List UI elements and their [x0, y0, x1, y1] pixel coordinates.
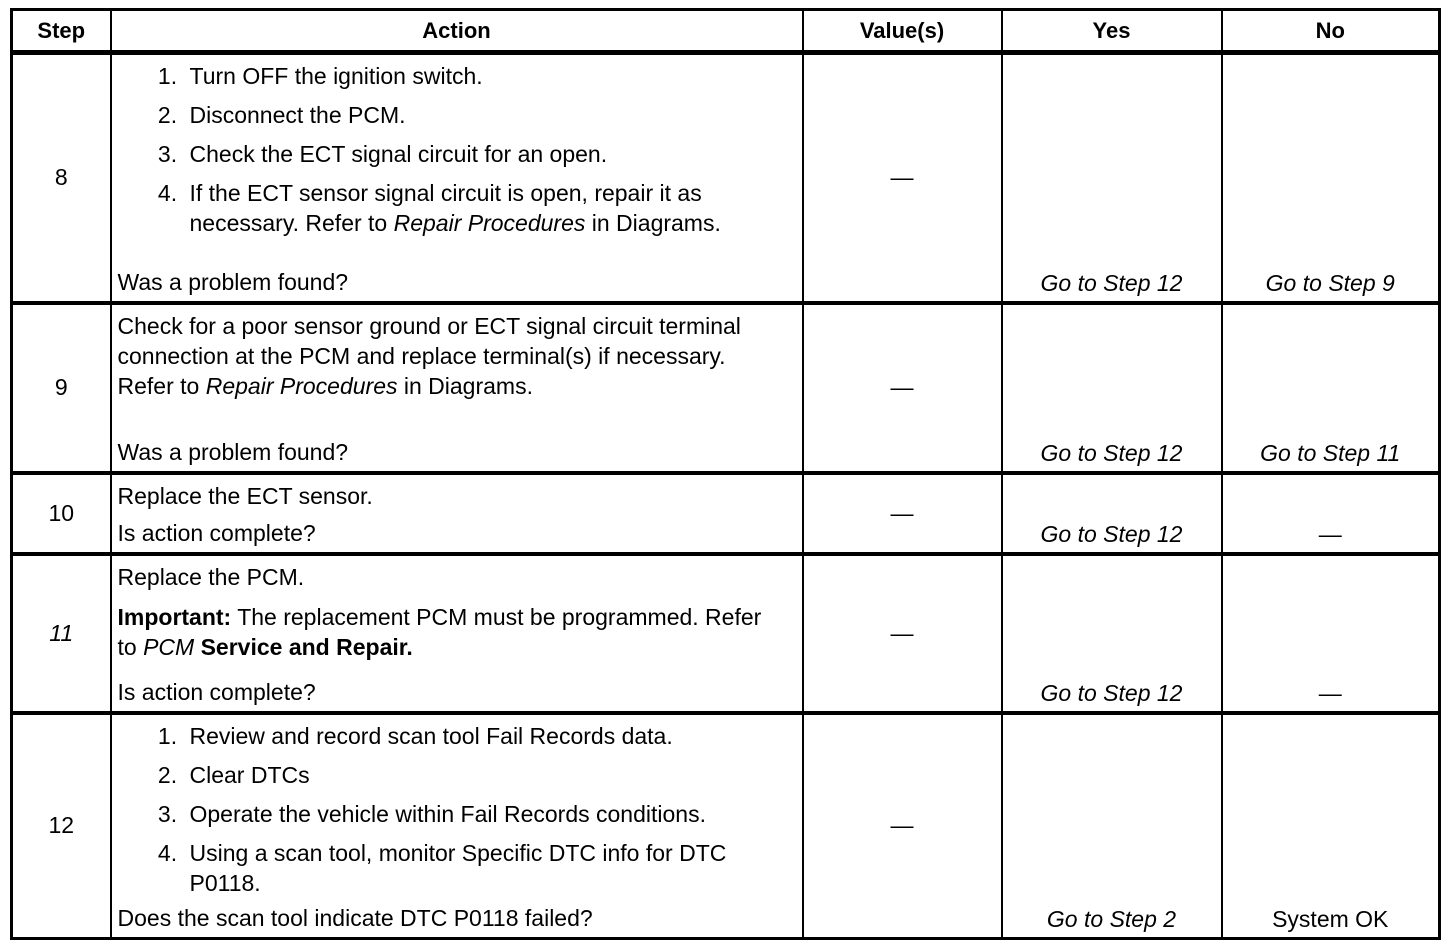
step-number: 8: [12, 53, 111, 303]
step-number: 11: [12, 554, 111, 713]
header-values: Value(s): [803, 10, 1002, 53]
no-cell: Go to Step 9: [1222, 53, 1440, 303]
table-row-step-9: [12, 303, 1440, 473]
yes-cell: Go to Step 12: [1002, 473, 1222, 554]
no-cell: Go to Step 11: [1222, 303, 1440, 473]
yes-cell: Go to Step 12: [1002, 554, 1222, 713]
value-cell: —: [803, 53, 1002, 303]
question-text: Was a problem found?: [117, 438, 349, 465]
reference-tail: in Diagrams.: [591, 210, 721, 236]
action-step: 3. Check the ECT signal circuit for an open.: [184, 139, 784, 169]
reference-link-text: Repair Procedures: [393, 210, 586, 236]
action-paragraph: [118, 311, 784, 401]
header-action: Action: [111, 10, 803, 53]
no-cell: System OK: [1222, 713, 1440, 939]
important-label: Important:: [117, 603, 232, 630]
action-text: Replace the PCM.: [117, 563, 305, 590]
header-row: [12, 10, 1440, 53]
action-cell: [111, 554, 803, 713]
no-cell: —: [1222, 473, 1440, 554]
action-cell: [111, 53, 803, 303]
action-step: 2. Clear DTCs: [184, 760, 784, 790]
action-cell: [111, 473, 803, 554]
table-row-step-12: [12, 713, 1440, 939]
header-step: Step: [12, 10, 111, 53]
value-cell: —: [803, 554, 1002, 713]
action-step: 2. Disconnect the PCM.: [184, 100, 784, 130]
action-cell: [111, 713, 803, 939]
question-text: Does the scan tool indicate DTC P0118 failed?: [117, 905, 593, 931]
question-text: Is action complete?: [117, 678, 316, 705]
header-no: No: [1222, 10, 1440, 53]
important-note: [118, 602, 784, 662]
value-cell: —: [803, 713, 1002, 939]
step-number: 9: [12, 303, 111, 473]
table-row-step-8: [12, 53, 1440, 303]
reference-link-text: PCM: [143, 633, 195, 660]
table-row-step-10: [12, 473, 1440, 554]
question-text: Is action complete?: [117, 519, 316, 546]
reference-tail: in Diagrams.: [403, 372, 533, 399]
value-cell: —: [803, 303, 1002, 473]
yes-cell: Go to Step 12: [1002, 53, 1222, 303]
action-text: Check for a poor sensor ground or ECT signal circuit terminal connection at the PCM and replace terminal(s) if necessary. Refer to: [117, 312, 741, 399]
yes-cell: Go to Step 2: [1002, 713, 1222, 939]
step-number: 10: [12, 473, 111, 554]
value-cell: —: [803, 473, 1002, 554]
table-row-step-11: [12, 554, 1440, 713]
action-steps: [118, 721, 784, 898]
action-step: 1. Turn OFF the ignition switch.: [184, 61, 784, 91]
header-yes: Yes: [1002, 10, 1222, 53]
diagnostic-table-page: [10, 8, 1438, 940]
action-steps: [118, 61, 784, 238]
action-text: Replace the ECT sensor.: [117, 482, 373, 509]
step-number: 12: [12, 713, 111, 939]
action-step-text: If the ECT sensor signal circuit is open, repair it as necessary. Refer to: [189, 180, 702, 236]
important-text: The replacement PCM must be programmed. Refer to: [117, 603, 762, 660]
no-cell: —: [1222, 554, 1440, 713]
action-step: 3. Operate the vehicle within Fail Records conditions.: [184, 799, 784, 829]
action-step: [184, 178, 784, 238]
question-text: Was a problem found?: [117, 268, 349, 295]
action-cell: [111, 303, 803, 473]
action-step: 1. Review and record scan tool Fail Records data.: [184, 721, 784, 751]
reference-bold-text: Service and Repair.: [200, 633, 413, 660]
yes-cell: Go to Step 12: [1002, 303, 1222, 473]
reference-link-text: Repair Procedures: [205, 372, 398, 399]
action-step: 4. Using a scan tool, monitor Specific DTC info for DTC P0118.: [184, 838, 784, 898]
diagnostic-table: [10, 8, 1441, 940]
